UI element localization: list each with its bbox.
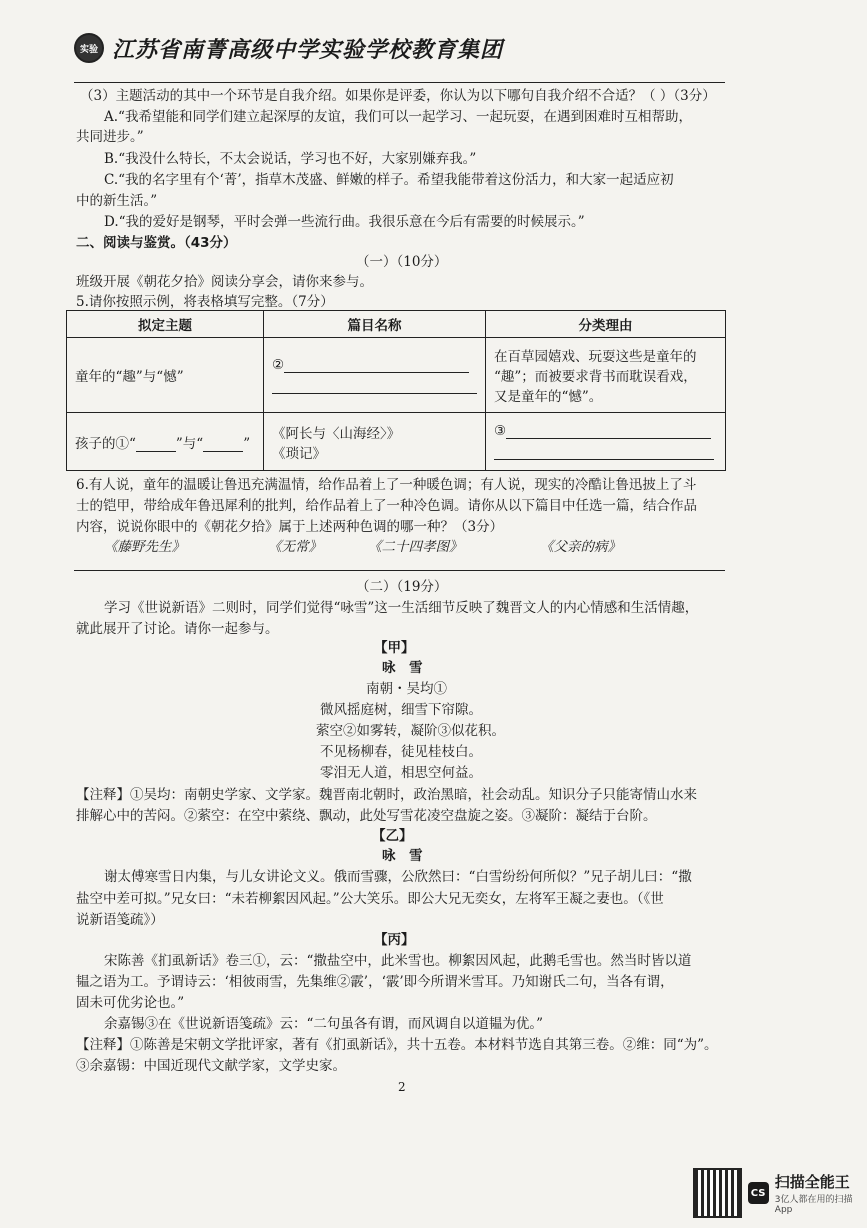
row2-theme-mid: ”与“ bbox=[175, 435, 204, 452]
part1-title: （一）（10分） bbox=[356, 254, 448, 270]
part2-intro-1: 学习《世说新语》二则时，同学们觉得“咏雪”这一生活细节反映了魏晋文人的内心情感和生活情趣， bbox=[104, 600, 699, 616]
row1-reason-cell bbox=[486, 338, 726, 413]
q5-stem: 5.请你按照示例，将表格填写完整。（7分） bbox=[76, 294, 334, 310]
qr-code-icon bbox=[693, 1168, 742, 1218]
row1-title-blank-2[interactable] bbox=[272, 373, 477, 394]
row2-theme-suffix: ” bbox=[243, 435, 251, 452]
q3-stem: （3）主题活动的其中一个环节是自我介绍。如果你是评委，你认为以下哪句自我介绍不合适？（ ）（3分） bbox=[80, 88, 716, 104]
row2-title-1: 《阿长与〈山海经〉》 bbox=[272, 425, 401, 442]
school-header bbox=[74, 33, 503, 63]
table-header-reason: 分类理由 bbox=[486, 311, 726, 338]
table-row bbox=[67, 338, 726, 413]
jia-author: 南朝・吴均① bbox=[366, 681, 447, 697]
row1-theme: 童年的“趣”与“憾” bbox=[67, 338, 264, 413]
q6-option-4: 《父亲的病》 bbox=[540, 539, 621, 555]
bing-note-1: 【注释】①陈善是宋朝文学批评家，著有《扪虱新话》，共十五卷。本材料节选自其第三卷。②维：同“为”。 bbox=[76, 1037, 718, 1053]
row1-marker: ② bbox=[272, 356, 285, 373]
watermark-text bbox=[775, 1171, 867, 1215]
jia-poem-line3: 不见杨柳春，徒见桂枝白。 bbox=[320, 744, 482, 760]
part1-intro: 班级开展《朝花夕拾》阅读分享会，请你来参与。 bbox=[76, 274, 373, 290]
q6-line3: 内容，说说你眼中的《朝花夕拾》属于上述两种色调的哪一种？（3分） bbox=[76, 519, 504, 535]
jia-note-2: 排解心中的苦闷。②萦空：在空中萦绕、飘动，此处写雪花凌空盘旋之姿。③凝阶：凝结于台阶。 bbox=[76, 808, 657, 824]
jia-poem-line4: 零泪无人道，相思空何益。 bbox=[320, 765, 482, 781]
row1-title-blank-1[interactable] bbox=[284, 358, 469, 373]
row1-reason-line1: 在百草园嬉戏、玩耍这些是童年的 bbox=[494, 349, 697, 365]
q3-option-d: D.“我的爱好是钢琴，平时会弹一些流行曲。我很乐意在今后有需要的时候展示。” bbox=[104, 214, 585, 230]
bing-note-2: ③余嘉锡：中国近现代文献学家，文学史家。 bbox=[76, 1058, 346, 1074]
row2-marker: ③ bbox=[494, 423, 507, 439]
table-row bbox=[67, 413, 726, 471]
q3-option-c-line1: C.“我的名字里有个‘菁’，指草木茂盛、鲜嫩的样子。希望我能带着这份活力，和大家一起适应初 bbox=[104, 172, 674, 188]
jia-poem-line2: 萦空②如雾转，凝阶③似花积。 bbox=[316, 723, 505, 739]
part2-title: （二）（19分） bbox=[356, 579, 448, 595]
q3-option-b: B.“我没什么特长，不太会说话，学习也不好，大家别嫌弃我。” bbox=[104, 151, 477, 167]
jia-poem-line1: 微风摇庭树，细雪下帘隙。 bbox=[320, 702, 482, 718]
row2-theme-blank-1[interactable] bbox=[136, 437, 176, 452]
table-header-theme: 拟定主题 bbox=[67, 311, 264, 338]
q6-option-1: 《藤野先生》 bbox=[104, 539, 185, 555]
q6-option-2: 《无常》 bbox=[268, 539, 322, 555]
table-header-row bbox=[67, 311, 726, 338]
row2-titles-cell bbox=[264, 413, 486, 471]
row2-reason-blank-2[interactable] bbox=[494, 439, 714, 460]
bing-text-line1: 宋陈善《扪虱新话》卷三①，云：“撒盐空中，此米雪也。柳絮因风起，此鹅毛雪也。然当时皆以道 bbox=[104, 953, 692, 969]
row2-theme-cell bbox=[67, 413, 264, 471]
bing-text-line3: 固未可优劣论也。” bbox=[76, 995, 185, 1011]
school-logo: 实验 bbox=[74, 33, 104, 63]
q6-line1: 6.有人说，童年的温暖让鲁迅充满温情，给作品着上了一种暖色调；有人说，现实的冷酷让鲁迅披上了斗 bbox=[76, 477, 697, 493]
table-header-titles: 篇目名称 bbox=[264, 311, 486, 338]
bing-text-line4: 余嘉锡③在《世说新语笺疏》云：“二句虽各有谓，而风调自以道韫为优。” bbox=[104, 1016, 544, 1032]
school-title: 江苏省南菁高级中学实验学校教育集团 bbox=[112, 37, 504, 63]
scanner-watermark bbox=[693, 1168, 867, 1218]
watermark-title: 扫描全能王 bbox=[774, 1173, 850, 1191]
q6-line2: 士的铠甲，带给成年鲁迅犀利的批判，给作品着上了一种冷色调。请你从以下篇目中任选一篇，结合作品 bbox=[76, 498, 697, 514]
q3-option-a-line1: A.“我希望能和同学们建立起深厚的友谊，我们可以一起学习、一起玩耍，在遇到困难时互相帮助， bbox=[104, 109, 692, 125]
camscanner-icon: CS bbox=[748, 1182, 769, 1204]
row1-titles-cell bbox=[264, 338, 486, 413]
yi-title: 咏 雪 bbox=[382, 848, 423, 864]
q3-option-c-line2: 中的新生活。” bbox=[76, 193, 158, 209]
part2-intro-2: 就此展开了讨论。请你一起参与。 bbox=[76, 621, 279, 637]
watermark-subtitle: 3亿人都在用的扫描App bbox=[774, 1195, 853, 1215]
q3-option-a-line2: 共同进步。” bbox=[76, 129, 144, 145]
row2-reason-blank-1[interactable] bbox=[506, 424, 711, 439]
row1-reason-line2: “趣”；而被要求背书而耽误看戏， bbox=[494, 369, 697, 385]
header-rule bbox=[74, 82, 725, 83]
jia-tag: 【甲】 bbox=[374, 640, 415, 656]
jia-title: 咏 雪 bbox=[382, 660, 423, 676]
classification-table bbox=[66, 310, 726, 471]
yi-tag: 【乙】 bbox=[372, 828, 413, 844]
row2-title-2: 《琐记》 bbox=[272, 445, 326, 462]
row1-reason-line3: 又是童年的“憾”。 bbox=[494, 389, 603, 405]
bing-tag: 【丙】 bbox=[374, 932, 415, 948]
bing-text-line2: 韫之语为工。予谓诗云：‘相彼雨雪，先集维②霰’，‘霰’即今所谓米雪耳。乃知谢氏二句，当各有谓， bbox=[76, 974, 674, 990]
page-number: 2 bbox=[398, 1080, 406, 1094]
jia-note-1: 【注释】①吴均：南朝史学家、文学家。魏晋南北朝时，政治黑暗，社会动乱。知识分子只能寄情山水来 bbox=[76, 787, 697, 803]
section-divider bbox=[74, 570, 725, 571]
yi-text-line1: 谢太傅寒雪日内集，与儿女讲论文义。俄而雪骤，公欣然曰：“白雪纷纷何所似？”兄子胡儿曰：“撒 bbox=[104, 869, 692, 885]
row2-theme-blank-2[interactable] bbox=[203, 437, 243, 452]
q6-option-3: 《二十四孝图》 bbox=[368, 539, 463, 555]
yi-text-line2: 盐空中差可拟。”兄女曰：“未若柳絮因风起。”公大笑乐。即公大兄无奕女，左将军王凝之妻也。（《世 bbox=[76, 891, 664, 907]
row2-reason-cell bbox=[486, 413, 726, 471]
section2-title: 二、阅读与鉴赏。（43分） bbox=[76, 235, 237, 251]
yi-text-line3: 说新语笺疏》） bbox=[76, 912, 164, 928]
row2-theme-prefix: 孩子的①“ bbox=[75, 435, 136, 452]
